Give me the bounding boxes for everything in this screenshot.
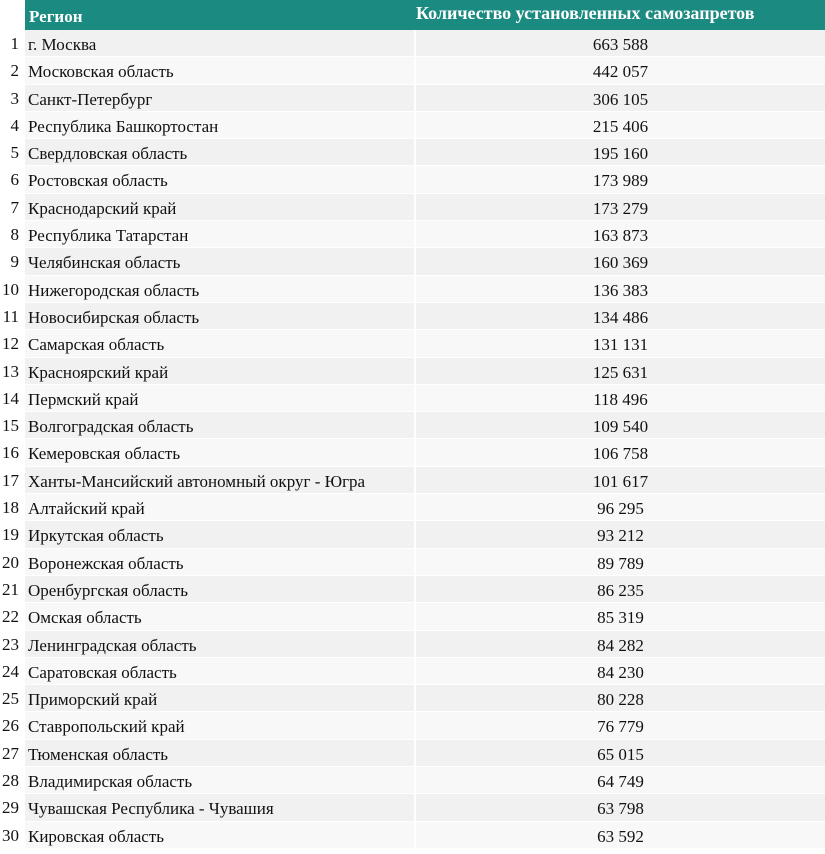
row-number: 29 — [0, 794, 22, 821]
value-cell: 84 230 — [414, 658, 825, 685]
row-number: 7 — [0, 194, 22, 221]
region-cell: Саратовская область — [25, 658, 414, 685]
value-cell: 86 235 — [414, 576, 825, 603]
row-number: 9 — [0, 248, 22, 275]
region-cell: Иркутская область — [25, 521, 414, 548]
value-cell: 84 282 — [414, 631, 825, 658]
value-cell: 65 015 — [414, 740, 825, 767]
region-cell: Новосибирская область — [25, 303, 414, 330]
value-cell: 63 592 — [414, 822, 825, 849]
region-cell: Воронежская область — [25, 549, 414, 576]
row-number: 13 — [0, 358, 22, 385]
table-row — [0, 740, 825, 767]
table-row — [0, 112, 825, 139]
value-cell: 160 369 — [414, 248, 825, 275]
region-cell: Республика Татарстан — [25, 221, 414, 248]
region-cell: Московская область — [25, 57, 414, 84]
region-cell: Чувашская Республика - Чувашия — [25, 794, 414, 821]
value-cell: 173 279 — [414, 194, 825, 221]
row-number: 1 — [0, 30, 22, 57]
region-cell: г. Москва — [25, 30, 414, 57]
row-number: 3 — [0, 85, 22, 112]
region-cell: Владимирская область — [25, 767, 414, 794]
table-row — [0, 794, 825, 821]
value-cell: 96 295 — [414, 494, 825, 521]
table-row — [0, 712, 825, 739]
row-number: 14 — [0, 385, 22, 412]
region-cell: Нижегородская область — [25, 276, 414, 303]
table-row — [0, 303, 825, 330]
value-cell: 85 319 — [414, 603, 825, 630]
row-number: 15 — [0, 412, 22, 439]
row-number: 10 — [0, 276, 22, 303]
table-row — [0, 57, 825, 84]
value-cell: 89 789 — [414, 549, 825, 576]
row-number: 24 — [0, 658, 22, 685]
row-number: 22 — [0, 603, 22, 630]
region-cell: Оренбургская область — [25, 576, 414, 603]
row-number: 25 — [0, 685, 22, 712]
row-number: 30 — [0, 822, 22, 849]
value-cell: 63 798 — [414, 794, 825, 821]
region-cell: Самарская область — [25, 330, 414, 357]
table-row — [0, 85, 825, 112]
table-row — [0, 576, 825, 603]
row-number: 19 — [0, 521, 22, 548]
row-number: 20 — [0, 549, 22, 576]
value-cell: 136 383 — [414, 276, 825, 303]
table-row — [0, 631, 825, 658]
table-row — [0, 276, 825, 303]
table-row — [0, 549, 825, 576]
table-row — [0, 767, 825, 794]
value-cell: 215 406 — [414, 112, 825, 139]
row-number: 4 — [0, 112, 22, 139]
table-row — [0, 385, 825, 412]
region-cell: Краснодарский край — [25, 194, 414, 221]
region-cell: Тюменская область — [25, 740, 414, 767]
table-row — [0, 685, 825, 712]
header-number-cell — [0, 0, 22, 30]
value-cell: 442 057 — [414, 57, 825, 84]
region-cell: Омская область — [25, 603, 414, 630]
table-body — [0, 30, 825, 849]
value-cell: 93 212 — [414, 521, 825, 548]
row-number: 16 — [0, 439, 22, 466]
region-cell: Челябинская область — [25, 248, 414, 275]
row-number: 11 — [0, 303, 22, 330]
value-cell: 106 758 — [414, 439, 825, 466]
table-row — [0, 139, 825, 166]
value-cell: 80 228 — [414, 685, 825, 712]
table-row — [0, 166, 825, 193]
region-cell: Кемеровская область — [25, 439, 414, 466]
row-number: 6 — [0, 166, 22, 193]
value-cell: 76 779 — [414, 712, 825, 739]
region-cell: Волгоградская область — [25, 412, 414, 439]
region-cell: Пермский край — [25, 385, 414, 412]
region-cell: Ханты-Мансийский автономный округ - Югра — [25, 467, 414, 494]
region-cell: Кировская область — [25, 822, 414, 849]
table-row — [0, 439, 825, 466]
table-row — [0, 30, 825, 57]
region-cell: Алтайский край — [25, 494, 414, 521]
value-cell: 101 617 — [414, 467, 825, 494]
row-number: 2 — [0, 57, 22, 84]
row-number: 23 — [0, 631, 22, 658]
row-number: 5 — [0, 139, 22, 166]
table-row — [0, 221, 825, 248]
region-cell: Красноярский край — [25, 358, 414, 385]
value-cell: 109 540 — [414, 412, 825, 439]
table-row — [0, 248, 825, 275]
row-number: 12 — [0, 330, 22, 357]
value-cell: 134 486 — [414, 303, 825, 330]
table-row — [0, 194, 825, 221]
table-row — [0, 521, 825, 548]
value-cell: 163 873 — [414, 221, 825, 248]
region-cell: Санкт-Петербург — [25, 85, 414, 112]
header-region: Регион — [25, 0, 414, 30]
table-row — [0, 467, 825, 494]
value-cell: 306 105 — [414, 85, 825, 112]
value-cell: 663 588 — [414, 30, 825, 57]
table-row — [0, 330, 825, 357]
row-number: 21 — [0, 576, 22, 603]
table-row — [0, 358, 825, 385]
region-cell: Ленинградская область — [25, 631, 414, 658]
table-row — [0, 494, 825, 521]
region-cell: Республика Башкортостан — [25, 112, 414, 139]
table-header-row — [0, 0, 825, 30]
row-number: 28 — [0, 767, 22, 794]
table-row — [0, 412, 825, 439]
row-number: 17 — [0, 467, 22, 494]
value-cell: 195 160 — [414, 139, 825, 166]
row-number: 26 — [0, 712, 22, 739]
value-cell: 118 496 — [414, 385, 825, 412]
value-cell: 125 631 — [414, 358, 825, 385]
region-cell: Свердловская область — [25, 139, 414, 166]
region-cell: Ставропольский край — [25, 712, 414, 739]
table-row — [0, 658, 825, 685]
value-cell: 131 131 — [414, 330, 825, 357]
row-number: 27 — [0, 740, 22, 767]
value-cell: 173 989 — [414, 166, 825, 193]
row-number: 8 — [0, 221, 22, 248]
header-value: Количество установленных самозапретов — [414, 0, 825, 30]
table-row — [0, 822, 825, 849]
table-row — [0, 603, 825, 630]
region-cell: Ростовская область — [25, 166, 414, 193]
region-cell: Приморский край — [25, 685, 414, 712]
value-cell: 64 749 — [414, 767, 825, 794]
row-number: 18 — [0, 494, 22, 521]
